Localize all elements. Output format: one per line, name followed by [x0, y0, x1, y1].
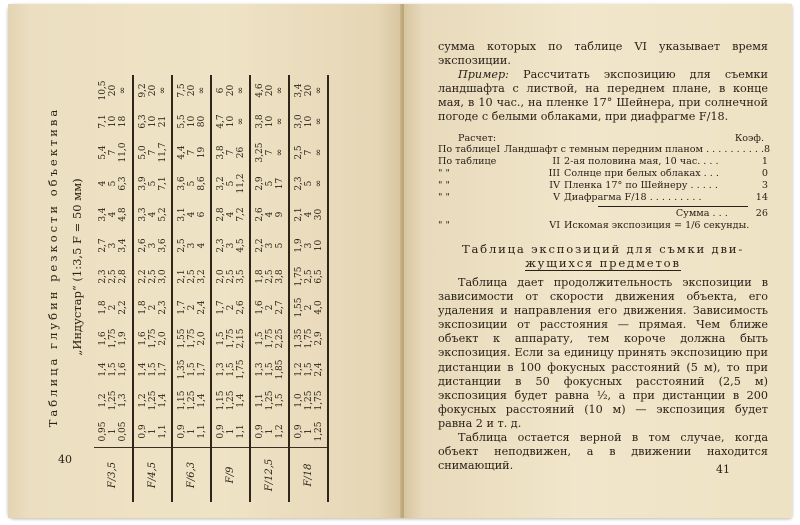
aperture-cell: F/9 — [211, 448, 250, 503]
section-title — [438, 242, 768, 270]
calc-coefficient: 0 — [761, 167, 768, 179]
section-title-line-1: Таблица экспозиций для съмки дви- — [461, 241, 745, 256]
left-page — [8, 4, 402, 518]
table-cell: 3,4 4 4,8 — [98, 207, 128, 222]
body-paragraph-2: Таблица остается верной в том случае, когда объект неподвижен, а в движении находится снимающий. — [438, 430, 768, 473]
calc-table-number: V — [553, 191, 560, 203]
calc-coefficient: 14 — [755, 191, 768, 203]
calc-header-left: Расчет: — [458, 132, 497, 144]
table-row — [289, 75, 328, 502]
table-cell: 1,3 1,5 1,75 — [215, 359, 246, 380]
table-cell: 3,0 10 ∞ — [293, 114, 324, 129]
table-cell: 3,6 5 8,6 — [176, 176, 207, 191]
calc-result-text: Искомая экспозиция = 1/6 секунды. — [564, 220, 750, 232]
table-cell: 1,55 1,75 2,0 — [176, 328, 207, 349]
table-cell: 10,5 20 ∞ — [98, 80, 128, 101]
open-book — [8, 4, 792, 518]
sum-value: 26 — [755, 208, 768, 220]
table-cell: 2,6 3 3,6 — [137, 238, 168, 253]
calc-description: Диафрагма F/18 . . . . . . . . . — [564, 191, 702, 203]
table-cell: 1,3 1,5 1,85 — [254, 359, 285, 380]
calc-row — [438, 156, 768, 168]
depth-of-field-table-rotated — [22, 32, 377, 502]
calc-row — [438, 192, 768, 204]
table-cell: 3,9 5 7,1 — [137, 176, 168, 191]
calc-table-number: I — [496, 144, 501, 156]
calc-row — [438, 144, 771, 156]
table-cell: 4,7 10 ∞ — [215, 114, 246, 129]
right-page — [404, 4, 792, 518]
calc-description: 2-ая половина мая, 10 час. . . . — [564, 156, 719, 168]
intro-paragraph: сумма которых по таблице VI указывает время экспозиции. — [438, 40, 768, 68]
aperture-cell: F/4,5 — [133, 448, 172, 503]
table-cell: 1,4 1,5 1,6 — [98, 362, 128, 377]
table-cell: 5,0 7 11,7 — [137, 142, 168, 163]
calc-row — [438, 180, 768, 192]
table-cell: 0,95 1 0,05 — [98, 421, 128, 442]
sum-label: Сумма . . . — [675, 208, 728, 220]
calc-sum — [438, 208, 768, 220]
calc-source: " " — [438, 179, 450, 191]
table-cell: 1,1 1,25 1,5 — [254, 390, 285, 411]
calc-result-source: " " — [438, 220, 450, 232]
table-cell: 1,8 2 2,2 — [98, 300, 128, 315]
table-cell: 1,7 2 2,6 — [215, 300, 246, 315]
table-title: Таблица глубин резкости объектива — [46, 106, 60, 428]
table-cell: 2,3 3 4,5 — [215, 238, 246, 253]
aperture-cell: F/6,3 — [172, 448, 211, 503]
table-cell: 2,2 2,5 3,0 — [137, 269, 168, 284]
body-paragraph-1: Таблица дает продолжительность экспозиции в зависимости от скорости движения объекта, его удаления и направления его движения. Зависимость экспозиции от расстояния — прямая. Чем ближе объект к аппарату, тем короче должна быть экспозиция. Если за единицу принять экспозицию при дистанции в 100 фокусных расстояний (5 м), то при дистанции в 50 фокусных расстояний (2,5 м) экспозиция будет равна ½, а при дистанции в 200 фокусных расстояний (10 м) — экспозиция будет равна 2 и т. д. — [438, 275, 768, 430]
table-cell: 1,35 1,5 1,7 — [176, 359, 207, 380]
table-cell: 9,2 20 ∞ — [137, 83, 168, 98]
table-cell: 2,9 5 17 — [254, 176, 285, 191]
table-cell: 1,8 2,5 3,8 — [254, 269, 285, 284]
table-cell: 2,3 5 ∞ — [293, 176, 324, 191]
calc-coefficient: 1 — [761, 156, 768, 168]
table-cell: 1,15 1,25 1,4 — [176, 390, 207, 411]
table-cell: 6 20 ∞ — [215, 84, 246, 97]
table-subtitle: „Индустар“ (1:3,5 F = 50 мм) — [70, 178, 84, 356]
calc-table-number: II — [552, 156, 560, 168]
table-cell: 1,6 2 2,7 — [254, 300, 285, 315]
table-cell: 0,9 1 1,25 — [293, 421, 324, 442]
table-cell: 3,1 4 6 — [176, 207, 207, 222]
table-cell: 3,2 5 11,2 — [215, 173, 246, 194]
table-cell: 0,9 1 1,1 — [176, 424, 207, 439]
aperture-cell: F/12,5 — [250, 448, 289, 503]
example-label: Пример: — [458, 68, 509, 82]
depth-of-field-table — [94, 75, 329, 502]
table-row — [250, 75, 289, 502]
table-cell: 1,55 2 4,0 — [293, 297, 324, 318]
aperture-cell: F/3,5 — [94, 448, 133, 503]
aperture-cell: F/18 — [289, 448, 328, 503]
table-cell: 1,0 1,25 1,75 — [293, 390, 324, 411]
calc-source: По таблице — [438, 144, 497, 156]
table-cell: 5,4 7 11,0 — [98, 142, 128, 163]
table-cell: 6,3 10 21 — [137, 114, 168, 129]
table-cell: 3,25 7 ∞ — [254, 142, 285, 163]
table-cell: 3,8 10 ∞ — [254, 114, 285, 129]
table-cell: 4 5 6,3 — [98, 176, 128, 191]
calc-source: " " — [438, 191, 450, 203]
table-cell: 1,2 1,25 1,4 — [137, 390, 168, 411]
table-cell: 5,5 10 80 — [176, 114, 207, 129]
sum-divider — [598, 206, 748, 207]
table-cell: 4,4 7 19 — [176, 145, 207, 160]
table-cell: 2,5 3 4 — [176, 238, 207, 253]
table-cell: 2,3 2,5 2,8 — [98, 269, 128, 284]
table-cell: 7,1 10 18 — [98, 114, 128, 129]
calc-result-row — [438, 220, 768, 232]
table-cell: 2,6 4 9 — [254, 207, 285, 222]
calc-description: Ландшафт с темным передним планом . . . . . . . . . . — [504, 144, 765, 156]
table-cell: 2,1 4 30 — [293, 207, 324, 222]
section-title-line-2: жущихся предметов — [525, 255, 681, 270]
calc-source: По таблице — [438, 156, 497, 168]
exposure-calculation — [438, 132, 771, 232]
calc-result-table-number: VI — [549, 220, 560, 232]
table-row — [94, 75, 133, 502]
calc-table-number: III — [548, 167, 560, 179]
table-cell: 1,2 1,25 1,3 — [98, 390, 128, 411]
calc-rows — [438, 144, 771, 203]
calc-header-right: Коэф. — [734, 132, 764, 144]
right-page-text — [438, 40, 771, 473]
calc-coefficient: 3 — [761, 179, 768, 191]
table-cell: 1,7 2 2,4 — [176, 300, 207, 315]
table-cell: 1,15 1,25 1,4 — [215, 390, 246, 411]
table-cell: 1,6 1,75 1,9 — [98, 328, 128, 349]
calc-row — [438, 168, 768, 180]
table-cell: 1,8 2 2,3 — [137, 300, 168, 315]
page-number-right: 41 — [716, 463, 730, 476]
table-row — [172, 75, 211, 502]
table-cell: 3,4 20 ∞ — [293, 83, 324, 98]
table-cell: 0,9 1 1,1 — [137, 424, 168, 439]
table-cell: 2,1 2,5 3,2 — [176, 269, 207, 284]
table-row — [211, 75, 250, 502]
table-cell: 2,7 3 3,4 — [98, 238, 128, 253]
table-cell: 1,5 1,75 2,15 — [215, 328, 246, 349]
calc-source: " " — [438, 167, 450, 179]
table-row — [133, 75, 172, 502]
table-cell: 1,2 1,5 2,4 — [293, 362, 324, 377]
table-cell: 1,35 1,75 2,9 — [293, 328, 324, 349]
table-cell: 1,6 1,75 2,0 — [137, 328, 168, 349]
calc-table-number: IV — [549, 179, 560, 191]
table-cell: 3,8 7 26 — [215, 145, 246, 160]
table-cell: 2,2 3 5 — [254, 238, 285, 253]
table-cell: 4,6 20 ∞ — [254, 83, 285, 98]
table-cell: 1,75 2,5 6,5 — [293, 266, 324, 287]
table-cell: 1,5 1,75 2,25 — [254, 328, 285, 349]
table-cell: 3,3 4 5,2 — [137, 207, 168, 222]
table-cell: 7,5 20 ∞ — [176, 83, 207, 98]
table-cell: 1,4 1,5 1,7 — [137, 362, 168, 377]
table-cell: 2,0 2,5 3,5 — [215, 269, 246, 284]
page-number-left: 40 — [58, 453, 72, 466]
calc-description: Солнце при белых облаках . . . — [564, 167, 719, 179]
calc-coefficient: 8 — [764, 144, 771, 156]
calc-description: Пленка 17° по Шейнеру . . . . . — [564, 179, 718, 191]
example-paragraph — [438, 68, 768, 124]
table-cell: 2,8 4 7,2 — [215, 207, 246, 222]
table-cell: 1,9 3 10 — [293, 238, 324, 253]
table-cell: 0,9 1 1,1 — [215, 424, 246, 439]
table-cell: 0,9 1 1,2 — [254, 424, 285, 439]
table-cell: 2,5 7 ∞ — [293, 145, 324, 160]
calc-header — [438, 133, 768, 145]
example-text: Рассчитать экспозицию для съемки ландшафта с листвой, на переднем плане, в конце мая, в 10 час., на пленке 17° Шейнера, при солнечной погоде с белыми облаками, при диафрагме F/18. — [438, 68, 769, 124]
